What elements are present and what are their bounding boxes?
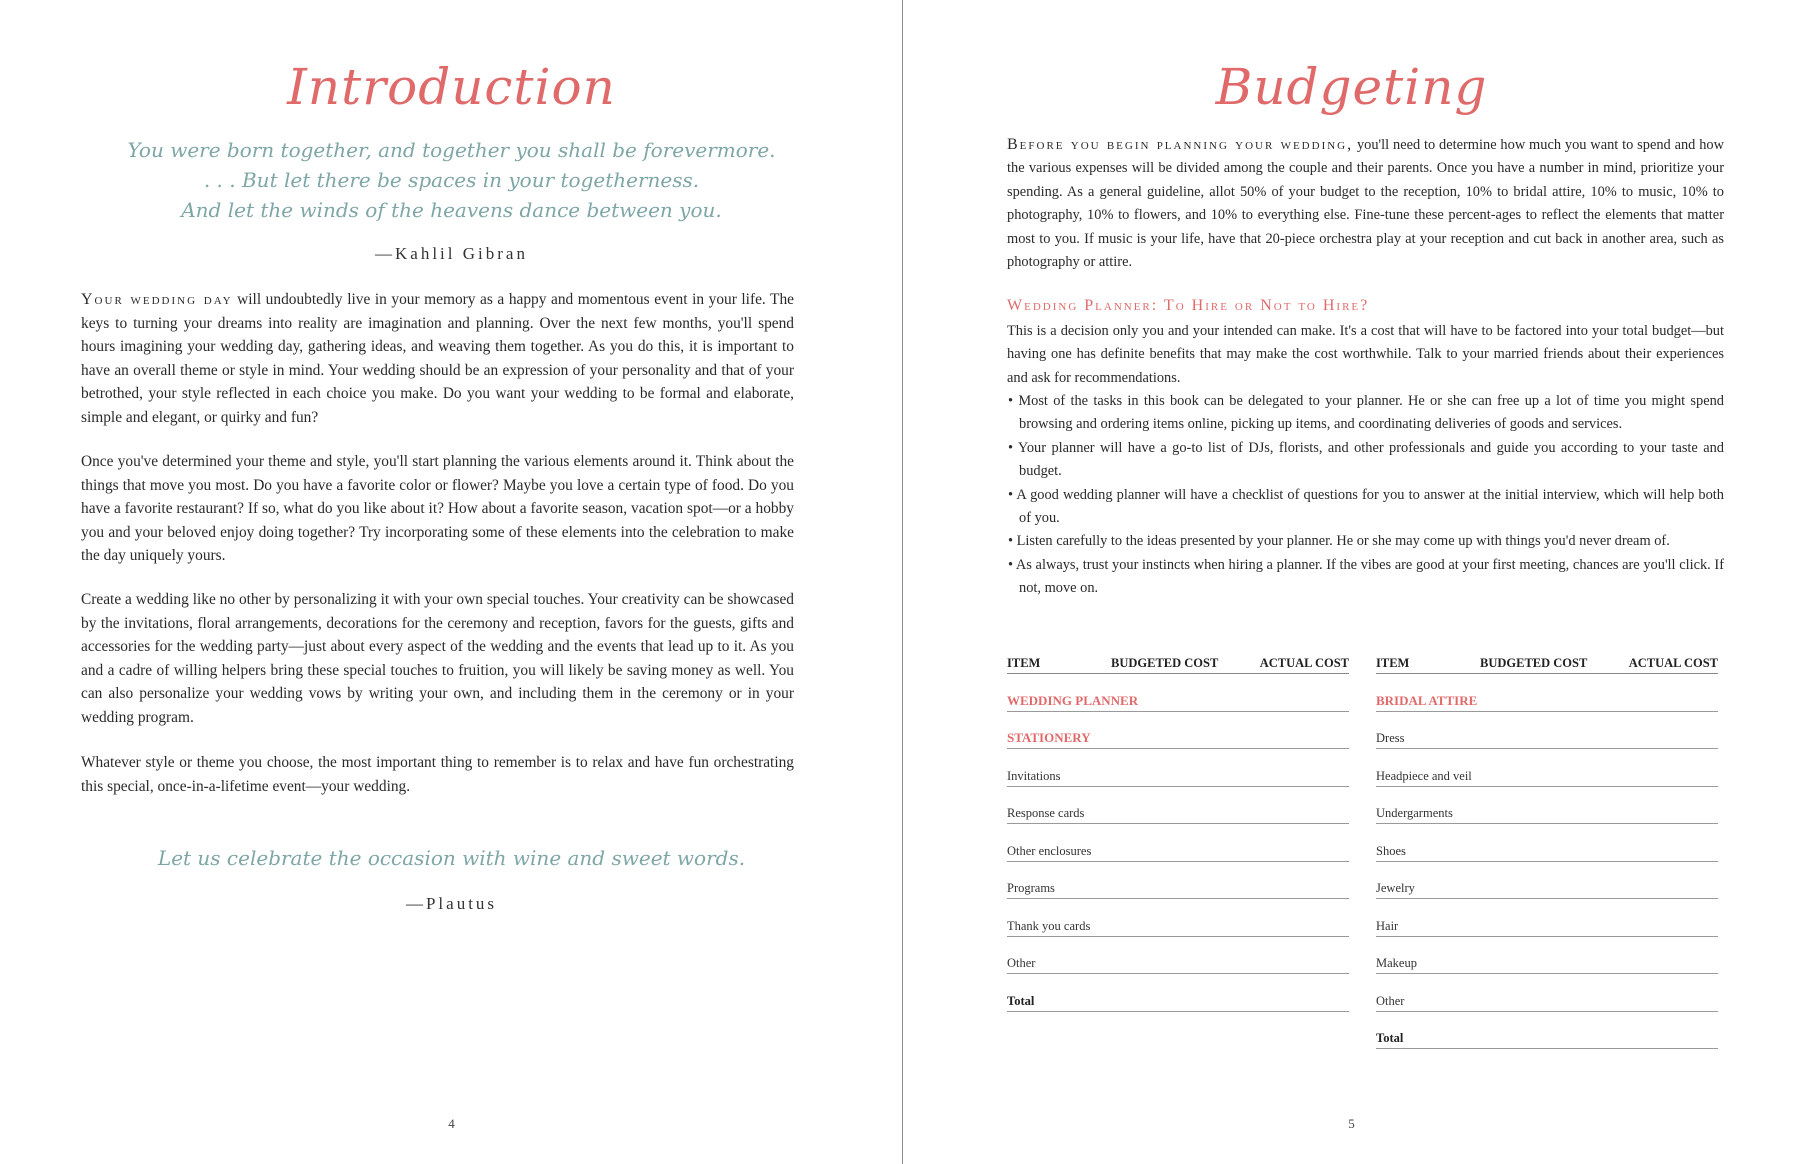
bullet-item: • Most of the tasks in this book can be delegated to your planner. He or she can free up a lot of time you might spend browsing and ordering items online, picking up items, and coordinating deliveries of goods and services. [1008, 393, 1724, 433]
budget-table-left [1007, 656, 1349, 1012]
paragraph-text: you'll need to determine how much you want to spend and how the various expenses will be divided among the couple and their parents. Once you have a number in mind, prioritize your spending. As a general guideline, allot 50% of your budget to the reception, 10% to bridal attire, 10% to music, 10% to photography, 10% to flowers, and 10% to everything else. Fine-tune these percent-ages to reflect the elements that matter most to you. If music is your life, have that 20-piece orchestra play at your reception and cut back in another area, such as photography or attire. [1007, 137, 1724, 271]
bullet-item: • Your planner will have a go-to list of DJs, florists, and other professionals and guide you according to your taste and budget. [1008, 439, 1724, 480]
table-row [1007, 787, 1349, 825]
table-row [1007, 862, 1349, 900]
right-page [903, 0, 1800, 1164]
table-row [1376, 862, 1718, 900]
bullet-item: • As always, trust your instincts when hiring a planner. If the vibes are good at your first meeting, chances are you'll click. If not, move on. [1008, 556, 1724, 597]
planner-subheading: Wedding Planner: To Hire or Not to Hire? [1007, 297, 1370, 314]
table-row [1376, 787, 1718, 825]
epigraph-line-1: You were born together, and together you shall be forevermore. [127, 138, 776, 162]
row-label: Dress [1376, 731, 1405, 745]
table-row [1376, 974, 1718, 1012]
table-row [1007, 824, 1349, 862]
row-label: Total [1376, 1031, 1404, 1045]
closing-quote-attribution: —Plautus [405, 894, 498, 913]
table-header [1376, 656, 1718, 674]
epigraph-attribution: —Kahlil Gibran [375, 244, 528, 263]
bullet-item: • Listen carefully to the ideas presented by your planner. He or she may come up with things you'd never dream of. [1008, 533, 1670, 550]
table-row [1007, 749, 1349, 787]
table-row [1007, 937, 1349, 975]
planner-bullet-list [1007, 390, 1724, 601]
table-rows [1376, 674, 1718, 1049]
row-label: Headpiece and veil [1376, 768, 1472, 783]
row-label: Undergarments [1376, 806, 1453, 820]
row-label: Programs [1007, 881, 1055, 895]
paragraph-lead: Your wedding day [81, 291, 233, 308]
table-total-row [1007, 974, 1349, 1012]
bullet-item: • A good wedding planner will have a checklist of questions for you to answer at the initial interview, which will help both of you. [1008, 486, 1724, 527]
row-label: Hair [1376, 918, 1399, 933]
header-budgeted: BUDGETED COST [1111, 656, 1219, 670]
row-label: Makeup [1376, 956, 1417, 970]
header-actual: ACTUAL COST [1259, 656, 1349, 670]
table-header [1007, 656, 1349, 674]
intro-paragraph-3: Create a wedding like no other by personalizing it with your own special touches. Your creativity can be showcased by the invitations, floral arrangements, decorations for the ceremony and reception, favors for the guests, gifts and accessories for the wedding party—just about every aspect of the wedding and the events that lead up to it. As you and a cadre of willing helpers bring these special touches to fruition, you will likely be saving money as well. You can also personalize your wedding vows by writing your own, and including them in the ceremony or in your wedding program. [81, 591, 794, 726]
table-total-row [1376, 1012, 1718, 1050]
table-rows [1007, 674, 1349, 1012]
row-label: Response cards [1007, 806, 1085, 820]
page-number: 4 [448, 1116, 455, 1131]
row-label: STATIONERY [1007, 730, 1091, 745]
row-label: Other [1007, 956, 1036, 970]
paragraph-lead: Before you begin planning your wedding, [1007, 136, 1354, 153]
budgeting-title: Budgeting [1215, 58, 1488, 116]
budget-table-right [1376, 656, 1718, 1049]
epigraph-line-2: . . . But let there be spaces in your togetherness. [203, 168, 700, 192]
intro-paragraph-4: Whatever style or theme you choose, the most important thing to remember is to relax and have fun orchestrating this special, once-in-a-lifetime event—your wedding. [81, 754, 794, 795]
table-category-row [1376, 674, 1718, 712]
row-label: Invitations [1007, 768, 1061, 783]
budget-intro-paragraph [1007, 133, 1724, 274]
closing-quote: Let us celebrate the occasion with wine and sweet words. [157, 846, 746, 870]
paragraph-text: will undoubtedly live in your memory as a happy and momentous event in your life. The keys to turning your dreams into reality are imagination and planning. Over the next few months, you'll spend hours imagining your wedding day, gathering ideas, and weaving them together. As you do this, it is important to have an overall theme or style in mind. Your wedding should be an expression of your personality and that of your betrothed, your style reflected in each choice you make. Do you want your wedding to be formal and elaborate, simple and elegant, or quirky and fun? [81, 291, 794, 426]
row-label: Jewelry [1376, 881, 1415, 895]
header-budgeted: BUDGETED COST [1480, 656, 1588, 670]
epigraph-line-3: And let the winds of the heavens dance between you. [181, 198, 722, 222]
row-label: Shoes [1376, 843, 1406, 858]
planner-paragraph: This is a decision only you and your intended can make. It's a cost that will have to be factored into your total budget—but having one has definite benefits that may make the cost worthwhile. Talk to your married friends about their experiences and ask for recommendations. [1007, 323, 1724, 386]
header-item: ITEM [1007, 656, 1041, 670]
epigraph [0, 135, 903, 225]
row-label: BRIDAL ATTIRE [1376, 692, 1478, 708]
table-category-row [1007, 674, 1349, 712]
row-label: Thank you cards [1007, 918, 1091, 933]
intro-paragraph-1 [81, 288, 794, 430]
table-row [1376, 824, 1718, 862]
row-label: Total [1007, 993, 1035, 1008]
table-row [1376, 749, 1718, 787]
header-actual: ACTUAL COST [1628, 656, 1718, 670]
header-item: ITEM [1376, 656, 1410, 670]
table-row [1376, 937, 1718, 975]
table-row [1376, 899, 1718, 937]
table-row [1007, 899, 1349, 937]
page-number: 5 [1348, 1116, 1355, 1131]
intro-paragraph-2: Once you've determined your theme and style, you'll start planning the various elements around it. Think about the things that move you most. Do you have a favorite color or flower? Maybe you love a certain type of food. Do you have a favorite restaurant? If so, what do you like about it? How about a favorite season, vacation spot—or a hobby you and your beloved enjoy doing together? Try incorporating some of these elements into the celebration to make the day uniquely yours. [81, 453, 794, 565]
row-label: Other [1376, 993, 1405, 1008]
row-label: Other enclosures [1007, 843, 1092, 858]
table-category-row [1007, 712, 1349, 750]
table-row [1376, 712, 1718, 750]
introduction-title: Introduction [287, 58, 616, 116]
row-label: WEDDING PLANNER [1007, 692, 1139, 708]
